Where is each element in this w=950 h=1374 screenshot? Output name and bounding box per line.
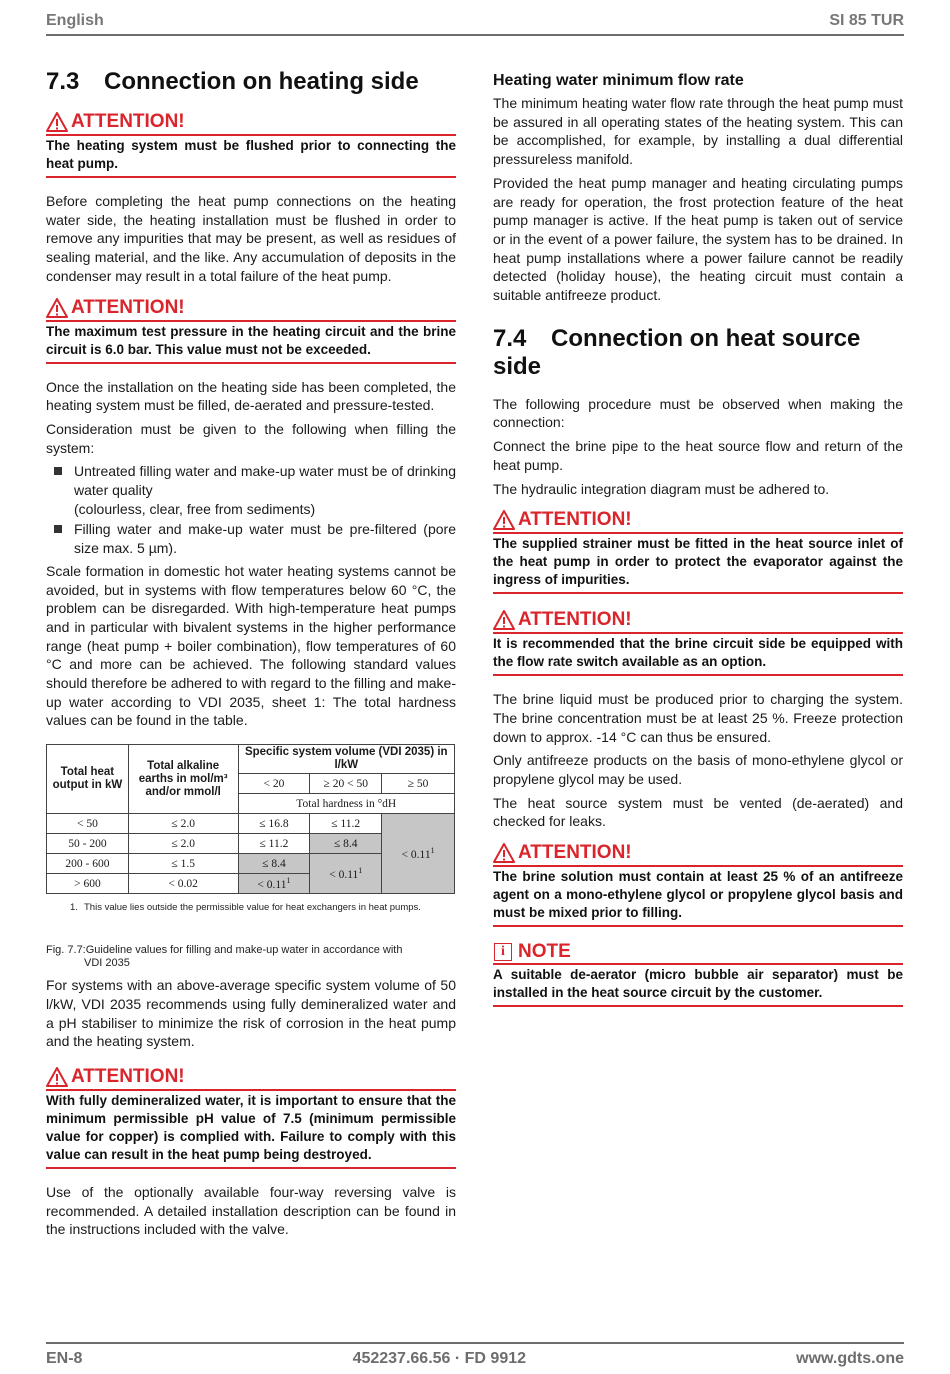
header-model: SI 85 TUR (829, 12, 904, 29)
table-cell: ≤ 11.2 (238, 834, 310, 854)
list-item (46, 462, 456, 518)
table-cell: ≤ 2.0 (128, 814, 238, 834)
section-number: 7.3 (46, 68, 80, 95)
bullet-square-icon (54, 525, 62, 533)
paragraph: Provided the heat pump manager and heating circulating pumps are ready for operation, the frost protection feature of the heat pump manager is active. If the heat pump is taken out of service or in the event of a power failure, the system has to be drained. In heat pump installations where a power failure cannot be readily detected (holiday house), the heating circuit must contain a suitable antifreeze product. (493, 174, 903, 304)
caption-line: Fig. 7.7:Guideline values for filling and make-up water in accordance with (46, 944, 403, 957)
warning-icon (46, 1067, 68, 1087)
header-volume-1: < 20 (238, 774, 310, 794)
table-cell (238, 874, 310, 894)
paragraph: Only antifreeze products on the basis of mono-ethylene glycol or propylene glycol may be used. (493, 752, 903, 788)
section-title: Connection on heating side (104, 68, 419, 95)
attention-text: The maximum test pressure in the heating circuit and the brine circuit is 6.0 bar. This value must not be exceeded. (46, 323, 456, 357)
attention-label: ATTENTION! (518, 609, 632, 631)
attention-label: ATTENTION! (518, 842, 632, 864)
table-cell: < 0.02 (128, 874, 238, 894)
hardness-table (46, 744, 455, 894)
attention-box (493, 608, 903, 676)
section-7-4-heading (493, 325, 903, 381)
section-number: 7.4 (493, 324, 527, 352)
header-language: English (46, 12, 104, 29)
table-cell: < 50 (47, 814, 129, 834)
paragraph: The hydraulic integration diagram must be adhered to. (493, 480, 830, 497)
table-row (47, 814, 455, 834)
attention-box (493, 841, 903, 927)
attention-title (46, 1065, 456, 1091)
cell-value: < 0.11 (329, 869, 359, 882)
attention-text: With fully demineralized water, it is important to ensure that the minimum permissible pH value of 7.5 (minimum permissible value for copper) is complied with. Failure to comply with this value can result in the heat pump being destroyed. (46, 1092, 456, 1162)
attention-text: It is recommended that the brine circuit side be equipped with the flow rate switch available as an option. (493, 636, 903, 670)
paragraph: Connect the brine pipe to the heat source flow and return of the heat pump. (493, 438, 903, 473)
figure-caption (46, 944, 456, 970)
right-column (493, 72, 903, 1007)
caption-line: VDI 2035 (84, 957, 130, 970)
attention-title (493, 508, 903, 534)
paragraph: The brine liquid must be produced prior to charging the system. The brine concentration must be at least 25 %. Freeze protection down to approx. -14 °C can thus be ensured. (493, 691, 903, 745)
note-label: NOTE (518, 941, 571, 963)
paragraph: The following procedure must be observed when making the connection: (493, 395, 903, 431)
attention-title (493, 608, 903, 634)
paragraph: The minimum heating water flow rate through the heat pump must be assured in all operating states of the heating system. This can be accomplished, for example, by installing a dual differential pressureless manifold. (493, 95, 903, 168)
paragraph: Before completing the heat pump connections on the heating water side, the heating installation must be flushed in order to remove any impurities that may be present, as well as residues of sealing material, and the like. Any accumulation of deposits in the condenser may result in a total failure of the heat pump. (46, 193, 456, 284)
note-text: A suitable de-aerator (micro bubble air separator) must be installed in the heat source circuit by the customer. (493, 967, 903, 1001)
attention-text: The brine solution must contain at least 25 % of an antifreeze agent on a mono-ethylene glycol or propylene glycol basis and must be mixed prior to filling. (493, 869, 903, 921)
paragraph: Use of the optionally available four-way reversing valve is recommended. A detailed installation description can be found in the instructions included with the valve. (46, 1183, 456, 1238)
warning-icon (493, 843, 515, 863)
table-cell: ≤ 2.0 (128, 834, 238, 854)
attention-text: The supplied strainer must be fitted in the heat source inlet of the heat pump in order to protect the evaporator against the ingress of impurities. (493, 536, 903, 588)
header-output: Total heat output in kW (47, 745, 129, 814)
footer-page-number: EN-8 (46, 1350, 83, 1367)
header-hardness: Total hardness in °dH (238, 794, 454, 814)
section-7-3-heading (46, 68, 456, 96)
list-item-text: Filling water and make-up water must be pre-filtered (pore size max. 5 µm). (74, 521, 456, 557)
paragraph: Once the installation on the heating side has been completed, the heating system must be filled, de-aerated and pressure-tested. (46, 378, 456, 414)
footer-document-number: 452237.66.56 · FD 9912 (352, 1350, 527, 1367)
table-cell: 200 - 600 (47, 854, 129, 874)
attention-text: The heating system must be flushed prior to connecting the heat pump. (46, 138, 456, 171)
footnote-ref: 1 (358, 866, 363, 876)
table-cell: ≤ 8.4 (310, 834, 382, 854)
table-header-row (47, 745, 455, 774)
page-footer (46, 1342, 904, 1374)
bullet-list (46, 462, 456, 558)
cell-value: < 0.11 (257, 879, 287, 892)
table-cell: 50 - 200 (47, 834, 129, 854)
attention-title (46, 296, 456, 322)
left-column (46, 68, 456, 1244)
attention-box (46, 296, 456, 364)
footnote-ref: 1 (430, 846, 435, 856)
attention-box (493, 508, 903, 594)
paragraph: Scale formation in domestic hot water heating systems cannot be avoided, but in systems with flow temperatures below 60 °C, the problem can be disregarded. With high-temperature heat pumps and in particular with bivalent systems in the higher performance range (heat pump + boiler combination), flow temperatures of 60 °C and more can be achieved. The following standard values should therefore be adhered to with regard to the filling and make-up water according to VDI 2035, sheet 1: The total hardness values can be found in the table. (46, 562, 456, 729)
attention-label: ATTENTION! (71, 111, 185, 132)
note-box (493, 941, 903, 1007)
footnote-ref: 1 (286, 876, 291, 886)
footnote-number: 1. (70, 902, 78, 914)
attention-label: ATTENTION! (71, 1065, 185, 1087)
note-title (493, 941, 903, 965)
list-item-subtext: (colourless, clear, free from sediments) (74, 500, 316, 517)
footnote-text: This value lies outside the permissible value for heat exchangers in heat pumps. (84, 902, 421, 914)
attention-label: ATTENTION! (518, 509, 632, 531)
warning-icon (46, 298, 68, 318)
attention-box (46, 1065, 456, 1169)
page-header (46, 8, 904, 36)
attention-label: ATTENTION! (71, 296, 185, 318)
table-cell: ≤ 1.5 (128, 854, 238, 874)
table-cell: ≤ 16.8 (238, 814, 310, 834)
section-title: Connection on heat source side (493, 324, 861, 380)
table-cell-merged (310, 854, 382, 894)
header-volume-2: ≥ 20 < 50 (310, 774, 382, 794)
list-item (46, 520, 456, 557)
paragraph: Consideration must be given to the following when filling the system: (46, 420, 456, 456)
warning-icon (46, 112, 68, 132)
table-footnote (46, 902, 456, 914)
bullet-square-icon (54, 467, 62, 475)
header-volume: Specific system volume (VDI 2035) in l/kW (238, 745, 454, 774)
paragraph: For systems with an above-average specific system volume of 50 l/kW, VDI 2035 recommends using fully demineralized water and a pH stabiliser to minimize the risk of corrosion in the heat pump and the heating system. (46, 977, 456, 1050)
info-icon: i (494, 943, 512, 961)
attention-title (46, 110, 456, 136)
cell-value: < 0.11 (401, 849, 431, 862)
table-cell: ≤ 8.4 (238, 854, 310, 874)
list-item-text: Untreated filling water and make-up water must be of drinking water quality (74, 463, 456, 499)
paragraph: The heat source system must be vented (de-aerated) and checked for leaks. (493, 794, 903, 830)
header-volume-3: ≥ 50 (382, 774, 455, 794)
warning-icon (493, 610, 515, 630)
warning-icon (493, 510, 515, 530)
table-cell-merged (382, 814, 455, 894)
table-cell: > 600 (47, 874, 129, 894)
footer-url: www.gdts.one (796, 1350, 904, 1367)
header-alkaline: Total alkaline earths in mol/m³ and/or mmol/l (128, 745, 238, 814)
attention-box (46, 110, 456, 178)
attention-title (493, 841, 903, 867)
table-cell: ≤ 11.2 (310, 814, 382, 834)
subsection-heading: Heating water minimum flow rate (493, 72, 744, 89)
